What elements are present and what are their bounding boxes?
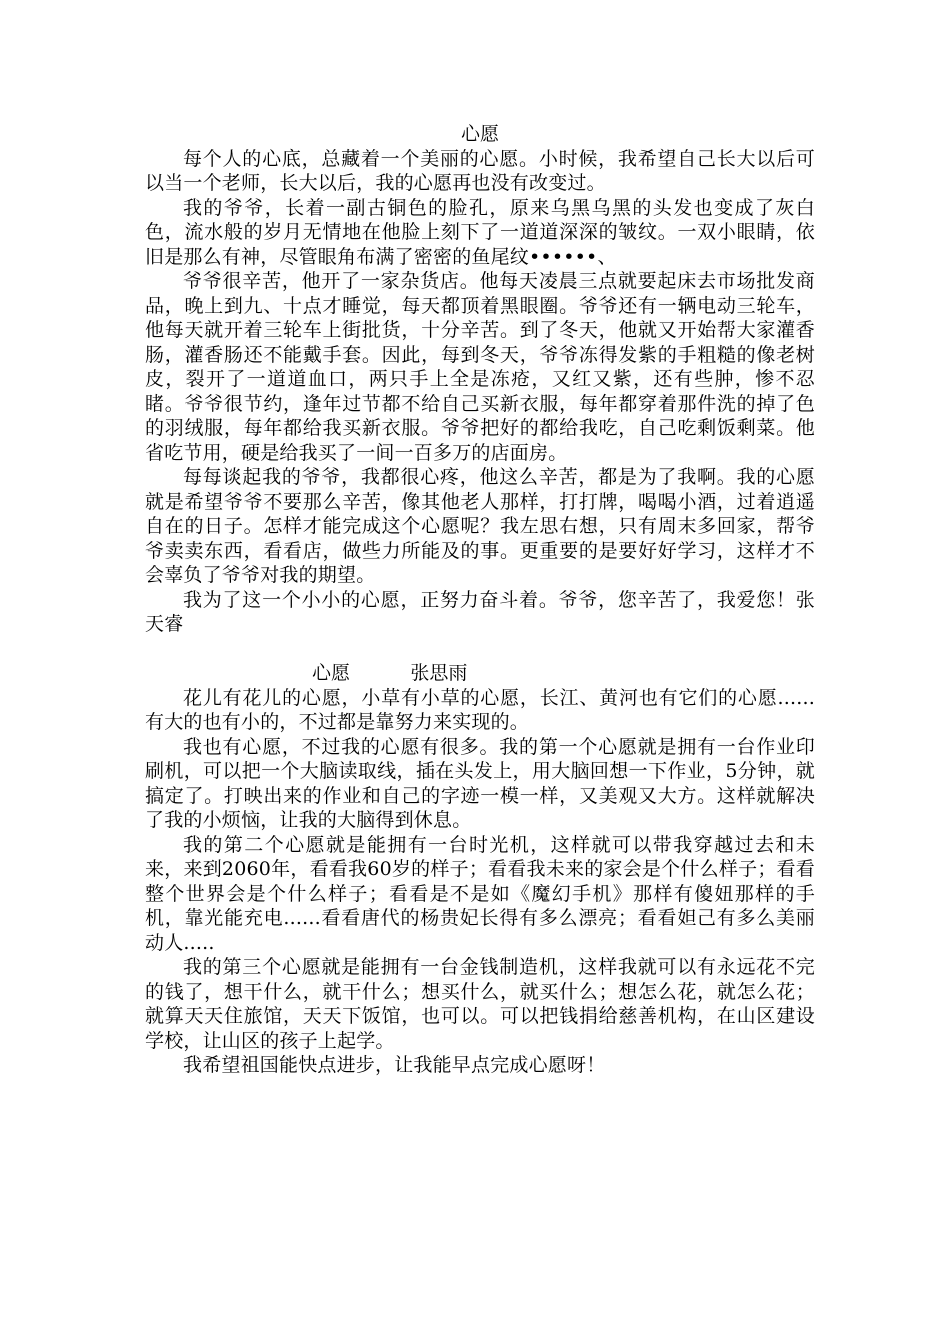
- essay1-paragraph: 爷爷很辛苦，他开了一家杂货店。他每天凌晨三点就要起床去市场批发商品，晚上到九、十点才睡觉，每天都顶着黑眼圈。爷爷还有一辆电动三轮车，他每天就开着三轮车上街批货，十分辛苦。到了冬天，他就又开始帮大家灌香肠，灌香肠还不能戴手套。因此，每到冬天，爷爷冻得发紫的手粗糙的像老树皮，裂开了一道道血口，两只手上全是冻疮，又红又紫，还有些肿，惨不忍睹。爷爷很节约，逢年过节都不给自己买新衣服，每年都穿着那件洗的掉了色的羽绒服，每年都给我买新衣服。爷爷把好的都给我吃，自己吃剩饭剩菜。他省吃节用，硬是给我买了一间一百多万的店面房。: [145, 270, 815, 464]
- essay1-paragraph: 每个人的心底，总藏着一个美丽的心愿。小时候，我希望自己长大以后可以当一个老师，长大以后，我的心愿再也没有改变过。: [145, 147, 815, 194]
- essay1-title: 心愿: [460, 123, 499, 145]
- blank-line: [145, 637, 815, 662]
- essay2-author: 张思雨: [410, 662, 468, 684]
- essay2-heading: [145, 661, 815, 686]
- essay1-paragraph: 每每谈起我的爷爷，我都很心疼，他这么辛苦，都是为了我啊。我的心愿就是希望爷爷不要那么辛苦，像其他老人那样，打打牌，喝喝小酒，过着逍遥自在的日子。怎样才能完成这个心愿呢？我左思右想，只有周末多回家，帮爷爷卖卖东西，看看店，做些力所能及的事。更重要的是要好好学习，这样才不会辜负了爷爷对我的期望。: [145, 466, 815, 586]
- essay2-paragraph: 花儿有花儿的心愿，小草有小草的心愿，长江、黄河也有它们的心愿......有大的也有小的，不过都是靠努力来实现的。: [145, 686, 815, 733]
- essay2-paragraph: 我的第二个心愿就是能拥有一台时光机，这样就可以带我穿越过去和未来，来到2060年，看看我60岁的样子；看看我未来的家会是个什么样子；看看整个世界会是个什么样子；看看是不是如《魔幻手机》那样有傻妞那样的手机，靠光能充电......看看唐代的杨贵妃长得有多么漂亮；看看妲己有多么美丽动人.....: [145, 833, 815, 954]
- document-page: [145, 122, 815, 1078]
- essay2-paragraph: 我也有心愿，不过我的心愿有很多。我的第一个心愿就是拥有一台作业印刷机，可以把一个大脑读取线，插在头发上，用大脑回想一下作业，5分钟，就搞定了。打映出来的作业和自己的字迹一模一样，又美观又大方。这样就解决了我的小烦恼，让我的大脑得到休息。: [145, 735, 815, 831]
- essay1-paragraph: 我的爷爷，长着一副古铜色的脸孔，原来乌黑乌黑的头发也变成了灰白色，流水般的岁月无情地在他脸上刻下了一道道深深的皱纹。一双小眼睛，依旧是那么有神，尽管眼角布满了密密的鱼尾纹••••••、: [145, 196, 815, 268]
- essay2-paragraph: 我希望祖国能快点进步，让我能早点完成心愿呀！: [183, 1054, 606, 1076]
- essay2-title: 心愿: [312, 662, 351, 684]
- essay2-paragraph: 我的第三个心愿就是能拥有一台金钱制造机，这样我就可以有永远花不完的钱了，想干什么，就干什么；想买什么，就买什么；想怎么花，就怎么花；就算天天住旅馆，天天下饭馆，也可以。可以把钱捐给慈善机构，在山区建设学校，让山区的孩子上起学。: [145, 956, 815, 1052]
- essay1-paragraph: 我为了这一个小小的心愿，正努力奋斗着。爷爷，您辛苦了，我爱您！张天睿: [145, 588, 815, 635]
